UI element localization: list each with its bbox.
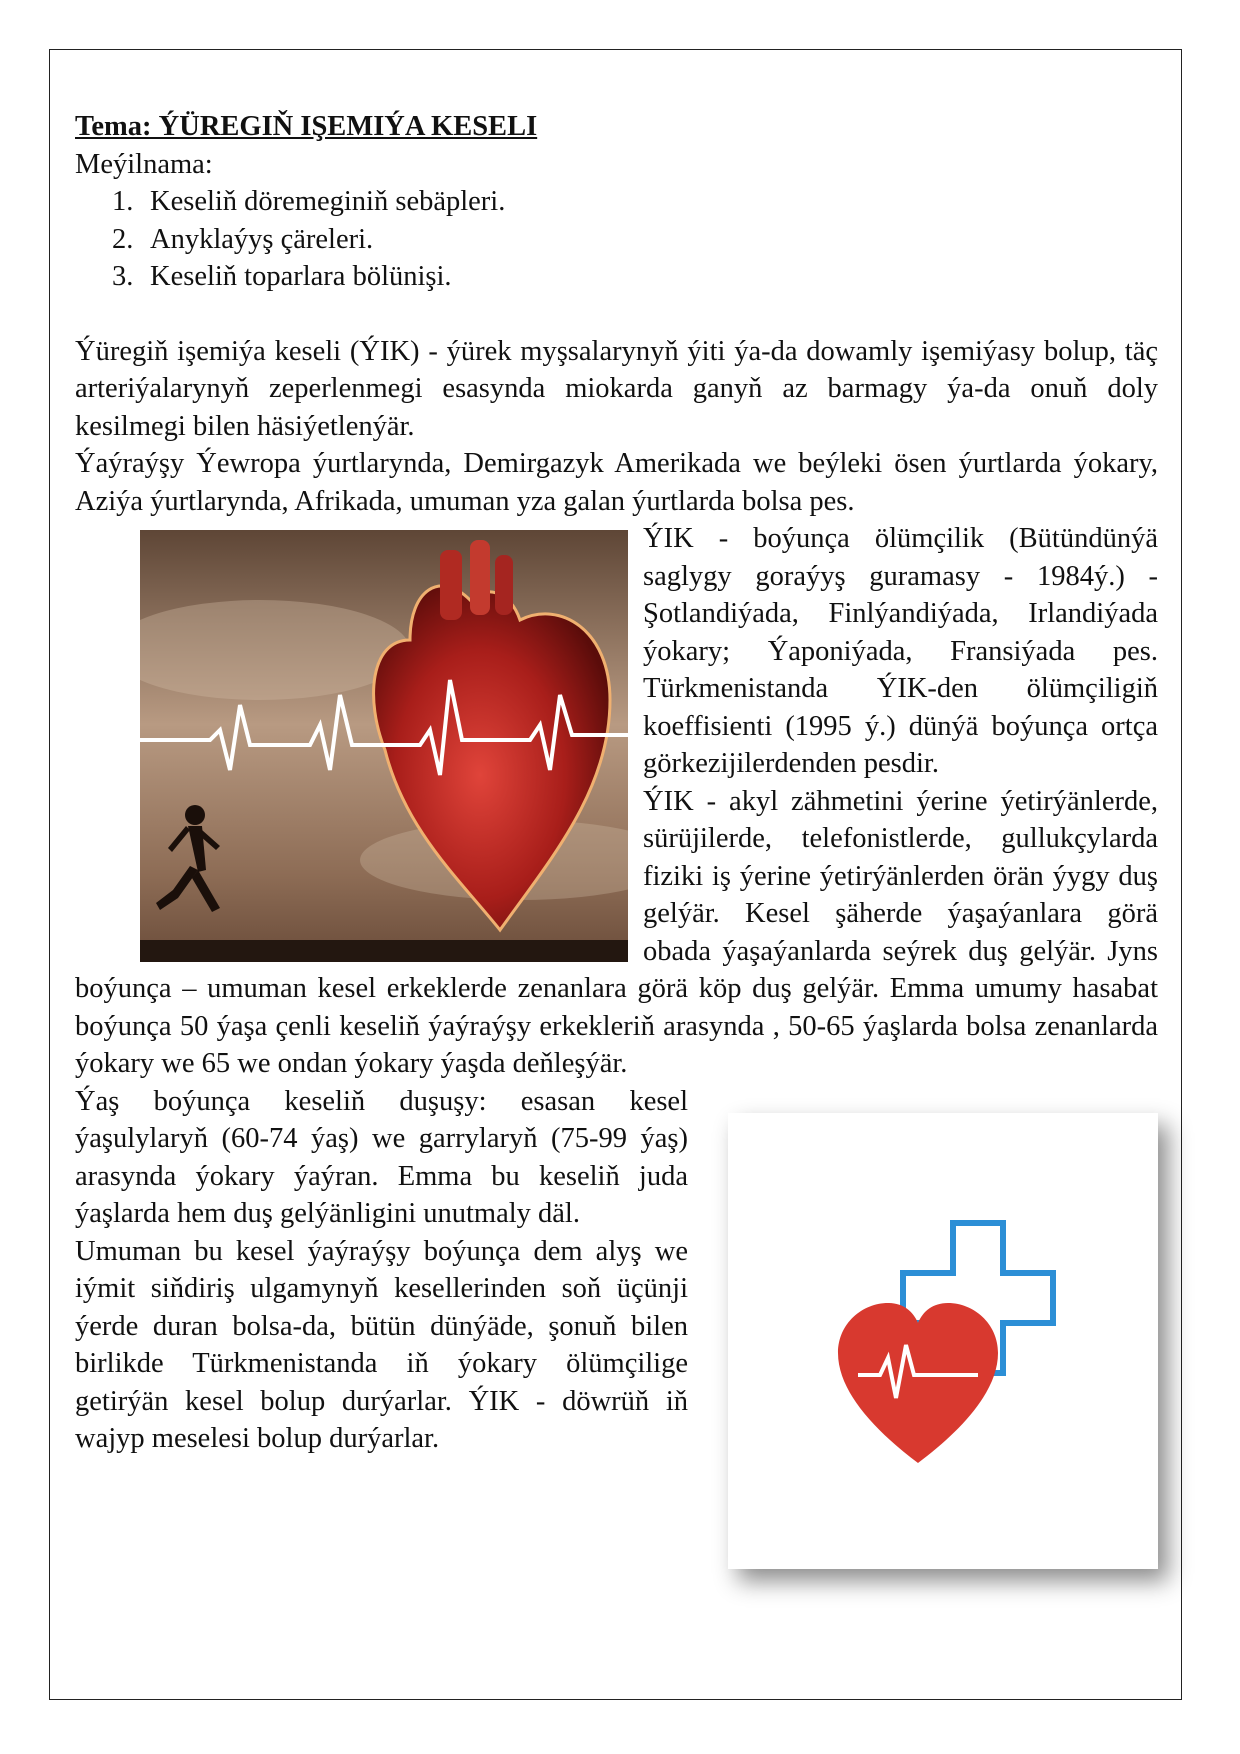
plan-item: 1. Keseliň döremeginiň sebäpleri. xyxy=(112,186,506,217)
document-body xyxy=(75,108,1158,1569)
paragraph-mortality: ÝIK - boýunça ölümçilik (Bütündünýä saglygy goraýyş guramasy - 1984ý.) - Şotlandiýada, Finlýandiýada, Irlandiýada ýokary; Ýaponiýada, Fransiýada pes. Türkmenistanda ÝIK-den ölümçiligiň koeffisienti (1995 ý.) dünýä boýunça ortça görkezijilerdenden pesdir. xyxy=(643,523,1158,779)
paragraph-prevalence: Ýaýraýşy Ýewropa ýurtlarynda, Demirgazyk Amerikada we beýleki ösen ýurtlarda ýokary, Aziýa ýurtlarynda, Afrikada, umuman yza galan ýurtlarda bolsa pes. xyxy=(75,448,1158,517)
heart-runner-image xyxy=(140,530,628,962)
paragraph-definition: Ýüregiň işemiýa keseli (ÝIK) - ýürek myşsalarynyň ýiti ýa-da dowamly işemiýasy bolup, täç arteriýalarynyň zeperlenmegi esasynda miokarda ganyň az barmagy ýa-da onuň doly kesilmegi bilen häsiýetlenýär. xyxy=(75,335,1158,442)
paragraph-summary: Umuman bu kesel ýaýraýşy boýunça dem alyş we iýmit siňdiriş ulgamynyň kesellerinden soň üçünji ýerde duran bolsa-da, bütün dünýäde, şonuň bilen birlikde Türkmenistanda iň ýokary ölümçilige getirýän kesel bolup durýarlar. ÝIK - döwrüň iň wajyp meselesi bolup durýarlar. xyxy=(75,1235,688,1454)
heart-icon xyxy=(838,1303,998,1463)
plan-list xyxy=(75,183,1158,296)
plan-label: Meýilnama: xyxy=(75,148,213,180)
heart-cross-logo xyxy=(728,1113,1158,1569)
plan-item: 2. Anyklaýyş çäreleri. xyxy=(112,223,374,255)
plan-item: 3. Keseliň toparlara bölünişi. xyxy=(112,261,452,292)
paragraph-risk-groups: ÝIK - akyl zähmetini ýerine ýetirýänlerde, sürüjilerde, telefonistlerde, gullukçylarda fiziki iş ýerine ýetirýänlerden örän ýygy duş gelýär. Kesel şäherde ýaşaýanlara görä obada ýaşaýanlarda seýrek duş gelýär. Jyns boýunça – umuman kesel erkeklerde zenanlara görä köp duş gelýär. Emma umumy hasabat boýunça 50 ýaşa çenli keseliň ýaýraýşy erkekleriň arasynda , 50-65 ýaşlarda bolsa zenanlarda ýokary we 65 we ondan ýokary ýaşda deňleşýär. xyxy=(75,785,1158,1079)
document-title: Tema: ÝÜREGIŇ IŞEMIÝA KESELI xyxy=(75,111,538,142)
paragraph-age: Ýaş boýunça keseliň duşuşy: esasan kesel ýaşulylaryň (60-74 ýaş) we garrylaryň (75-99 ýaş) arasynda ýokary ýaýran. Emma bu keseliň juda ýaşlarda hem duş gelýänligini unutmaly däl. xyxy=(75,1085,688,1229)
